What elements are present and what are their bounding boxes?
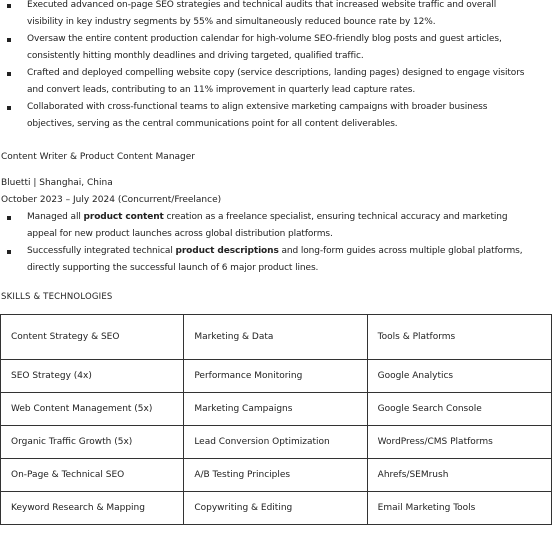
bullet-text-line: Crafted and deployed compelling website copy (service descriptions, landing pages) designed to engage visitors	[27, 68, 525, 78]
table-cell: Organic Traffic Growth (5x)	[1, 426, 184, 459]
bullet-text: and long-form guides across multiple global platforms,	[278, 246, 523, 256]
bullet-text-line: objectives, serving as the central communications point for all content deliverables.	[27, 119, 398, 129]
table-header-cell: Tools & Platforms	[367, 315, 551, 360]
table-header-row	[1, 315, 552, 360]
table-header-cell: Marketing & Data	[184, 315, 367, 360]
table-cell: Marketing Campaigns	[184, 393, 367, 426]
bullet-text-line: Executed advanced on-page SEO strategies and technical audits that increased website traffic and overall	[27, 0, 497, 10]
table-row	[1, 492, 552, 525]
bullet-marker	[7, 38, 11, 42]
experience-1-bullet	[0, 0, 554, 31]
experience-1-bullet	[0, 31, 554, 65]
bullet-text-line: and convert leads, contributing to an 11% improvement in quarterly lead capture rates.	[27, 85, 416, 95]
table-cell: Web Content Management (5x)	[1, 393, 184, 426]
company-location: Bluetti | Shanghai, China	[1, 178, 113, 188]
bullet-text: Successfully integrated technical	[27, 246, 176, 256]
table-cell: Copywriting & Editing	[184, 492, 367, 525]
experience-2-bullets	[0, 209, 554, 277]
bullet-text-line: appeal for new product launches across global distribution platforms.	[27, 229, 333, 239]
experience-1-bullets	[0, 0, 554, 133]
table-cell: Performance Monitoring	[184, 360, 367, 393]
table-cell: Keyword Research & Mapping	[1, 492, 184, 525]
table-row	[1, 360, 552, 393]
table-header-cell: Content Strategy & SEO	[1, 315, 184, 360]
bullet-marker	[7, 106, 11, 110]
experience-1-bullet	[0, 99, 554, 133]
bullet-marker	[7, 216, 11, 220]
experience-2-bullet	[0, 243, 554, 277]
bullet-marker	[7, 4, 11, 8]
bullet-text-line: Oversaw the entire content production calendar for high-volume SEO-friendly blog posts and guest articles,	[27, 34, 502, 44]
bullet-marker	[7, 72, 11, 76]
bullet-text: Managed all	[27, 212, 84, 222]
skills-heading: SKILLS & TECHNOLOGIES	[1, 292, 113, 302]
bullet-marker	[7, 250, 11, 254]
table-cell: Lead Conversion Optimization	[184, 426, 367, 459]
experience-1-bullet	[0, 65, 554, 99]
bullet-text-line	[27, 209, 546, 226]
table-cell: A/B Testing Principles	[184, 459, 367, 492]
bullet-text-line: visibility in key industry segments by 55% and simultaneously reduced bounce rate by 12%.	[27, 17, 436, 27]
bullet-text-line: directly supporting the successful launch of 6 major product lines.	[27, 263, 319, 273]
bullet-text-line	[27, 243, 546, 260]
table-cell: Google Search Console	[367, 393, 551, 426]
table-row	[1, 459, 552, 492]
table-cell: Google Analytics	[367, 360, 551, 393]
bullet-emphasis: product descriptions	[175, 246, 279, 256]
table-cell: On-Page & Technical SEO	[1, 459, 184, 492]
skills-table	[0, 314, 552, 525]
bullet-text-line: Collaborated with cross-functional teams to align extensive marketing campaigns with broader business	[27, 102, 488, 112]
job-title: Content Writer & Product Content Manager	[1, 152, 195, 162]
table-cell: Email Marketing Tools	[367, 492, 551, 525]
bullet-emphasis: product content	[83, 212, 164, 222]
bullet-text: creation as a freelance specialist, ensuring technical accuracy and marketing	[163, 212, 508, 222]
table-cell: Ahrefs/SEMrush	[367, 459, 551, 492]
experience-2-bullet	[0, 209, 554, 243]
bullet-text-line: consistently hitting monthly deadlines and driving targeted, qualified traffic.	[27, 51, 364, 61]
table-cell: WordPress/CMS Platforms	[367, 426, 551, 459]
job-dates: October 2023 – July 2024 (Concurrent/Freelance)	[1, 195, 222, 205]
table-row	[1, 393, 552, 426]
table-cell: SEO Strategy (4x)	[1, 360, 184, 393]
table-row	[1, 426, 552, 459]
